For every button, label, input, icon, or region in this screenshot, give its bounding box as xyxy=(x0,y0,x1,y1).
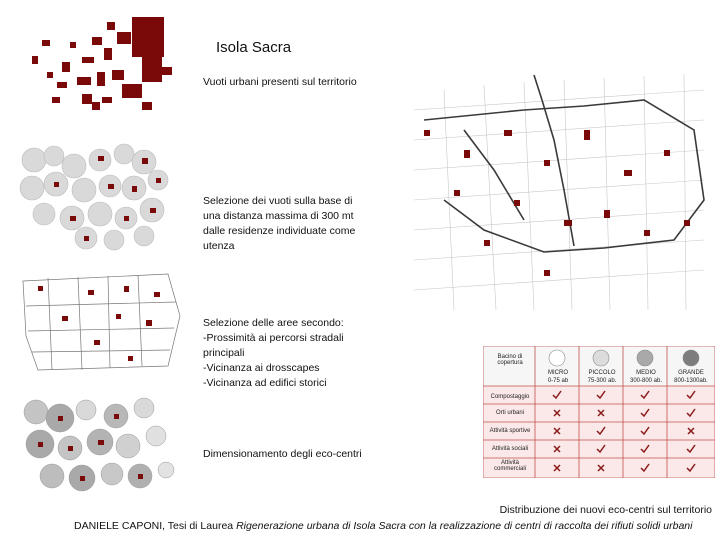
size-circle xyxy=(593,350,609,366)
column-name: MICRO xyxy=(548,370,568,376)
size-circle xyxy=(637,350,653,366)
size-circle xyxy=(549,350,565,366)
row-label: Compostaggio xyxy=(490,394,530,400)
map-urban-voids xyxy=(22,12,190,120)
map-selected-areas xyxy=(18,266,186,376)
row-label: Orti urbani xyxy=(495,410,524,416)
column-name: PICCOLO xyxy=(588,370,616,376)
table-header-label: Bacino di copertura xyxy=(497,354,523,366)
thesis-title: Rigenerazione urbana di Isola Sacra con la realizzazione di centri di raccolta dei rifiuti solidi urbani xyxy=(236,520,693,532)
map-voids-300m xyxy=(14,140,186,252)
map-eco-centers-distribution xyxy=(404,70,720,318)
column-range: 75-300 ab. xyxy=(587,378,617,384)
criteria-line: -Vicinanza ad edifici storici xyxy=(203,377,327,389)
row-label: Attività sociali xyxy=(491,446,529,452)
caption-urban-voids: Vuoti urbani presenti sul territorio xyxy=(203,76,357,88)
column-name: MEDIO xyxy=(636,370,656,376)
author: DANIELE CAPONI, Tesi di Laurea xyxy=(74,520,234,532)
caption-eco-centers-sizing: Dimensionamento degli eco-centri xyxy=(203,448,362,460)
size-circle xyxy=(683,350,699,366)
caption-voids-selection: Selezione dei vuoti sulla base di una distanza massima di 300 mt dalle residenze individuate come utenza xyxy=(203,195,356,252)
footer-credits xyxy=(74,520,692,532)
caption-areas-criteria xyxy=(203,316,371,391)
criteria-line: -Vicinanza ai drosscapes xyxy=(203,362,320,374)
map-eco-centers-size xyxy=(16,392,188,500)
criteria-line: -Prossimità ai percorsi stradali principali xyxy=(203,332,344,359)
row-label: Attività sportive xyxy=(489,428,531,434)
column-range: 800-1300ab. xyxy=(674,378,708,384)
column-range: 300-800 ab. xyxy=(629,378,663,384)
criteria-line: Selezione delle aree secondo: xyxy=(203,317,344,329)
row-label: Attività commerciali xyxy=(493,460,526,472)
page-title: Isola Sacra xyxy=(216,39,292,56)
column-name: GRANDE xyxy=(678,370,704,376)
footer-caption: Distribuzione dei nuovi eco-centri sul territorio xyxy=(499,504,712,516)
eco-center-size-table xyxy=(483,346,715,478)
column-range: 0-75 ab xyxy=(547,378,569,384)
